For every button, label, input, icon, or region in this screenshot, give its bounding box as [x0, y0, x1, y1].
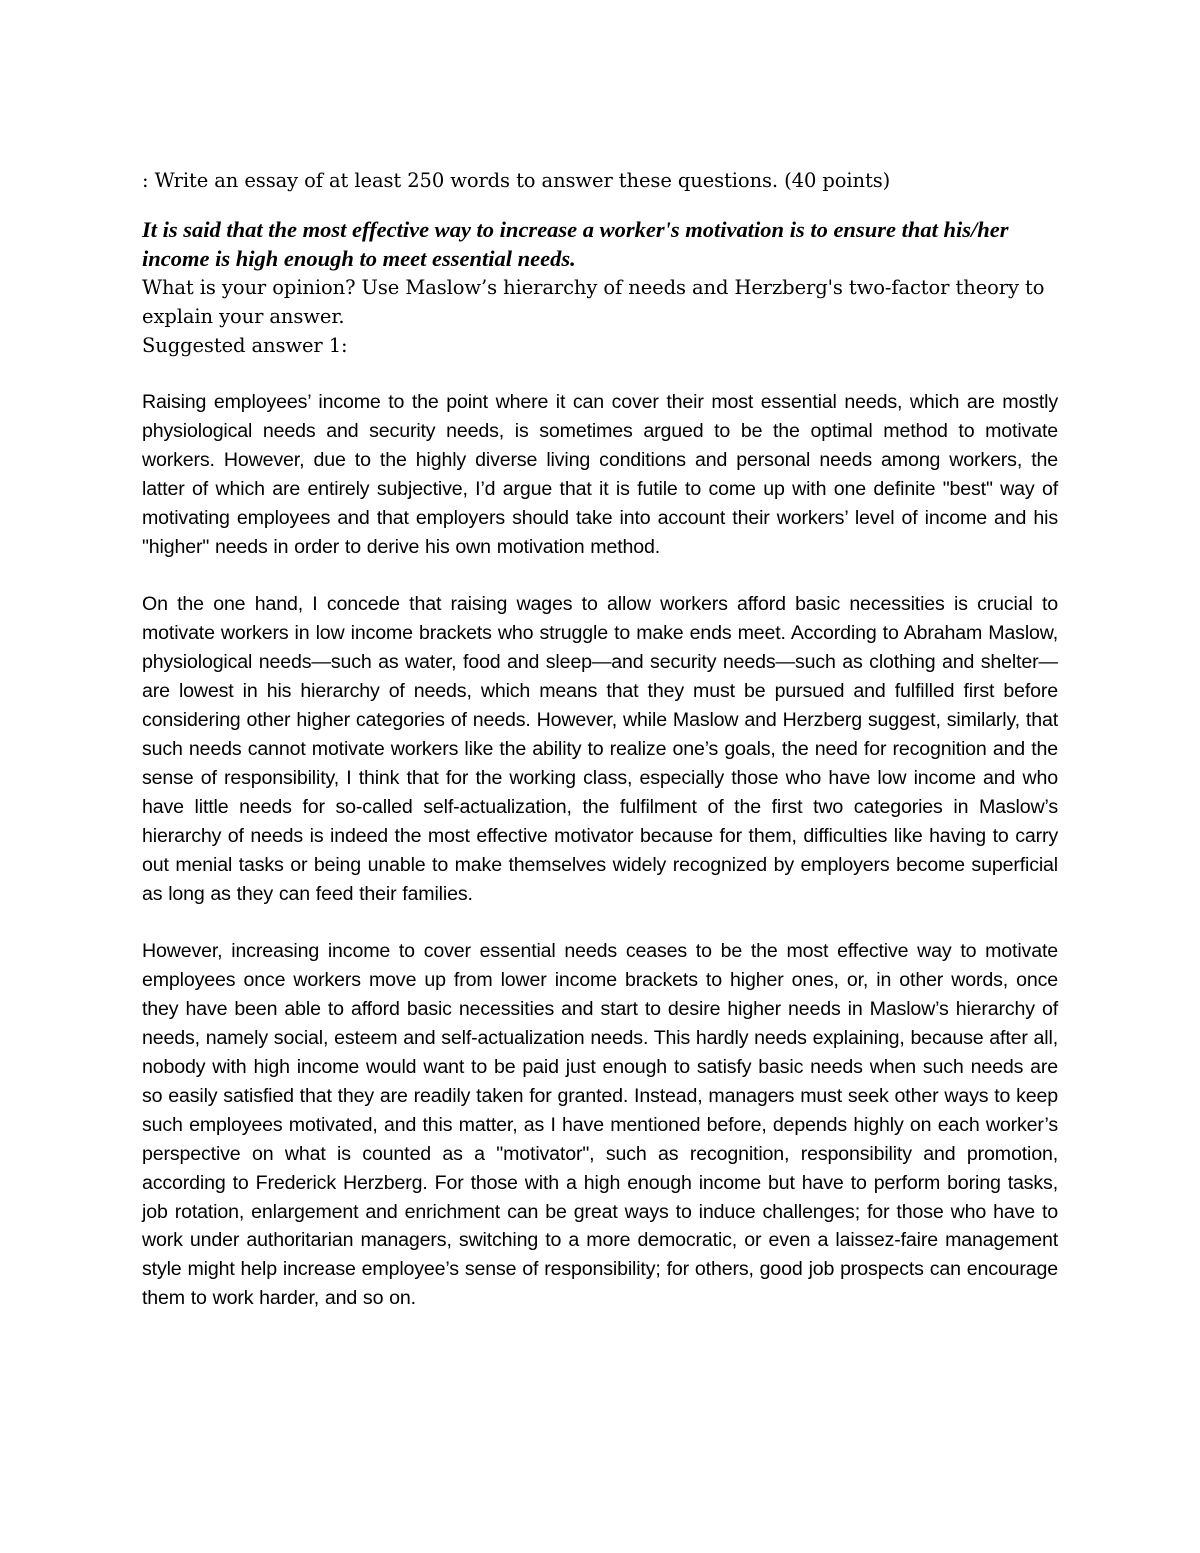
essay-paragraph-3: However, increasing income to cover essential needs ceases to be the most effective way to motivate employees once workers move up from lower income brackets to higher ones, or, in other words, once they have been able to afford basic necessities and start to desire higher needs in Maslow’s hierarchy of needs, namely social, esteem and self-actualization needs. This hardly needs explaining, because after all, nobody with high income would want to be paid just enough to satisfy basic needs when such needs are so easily satisfied that they are readily taken for granted. Instead, managers must seek other ways to keep such employees motivated, and this matter, as I have mentioned before, depends highly on each worker’s perspective on what is counted as a "motivator", such as recognition, responsibility and promotion, according to Frederick Herzberg. For those with a high enough income but have to perform boring tasks, job rotation, enlargement and enrichment can be great ways to induce challenges; for those who have to work under authoritarian managers, switching to a more democratic, or even a laissez-faire management style might help increase employee’s sense of responsibility; for others, good job prospects can encourage them to work harder, and so on. — [142, 940, 1058, 1310]
essay-paragraph-2: On the one hand, I concede that raising wages to allow workers afford basic necessities is crucial to motivate workers in low income brackets who struggle to make ends meet. According to Abraham Maslow, physiological needs—such as water, food and sleep—and security needs—such as clothing and shelter—are lowest in his hierarchy of needs, which means that they must be pursued and fulfilled first before considering other higher categories of needs. However, while Maslow and Herzberg suggest, similarly, that such needs cannot motivate workers like the ability to realize one’s goals, the need for recognition and the sense of responsibility, I think that for the working class, especially those who have low income and who have little needs for so-called self-actualization, the fulfilment of the first two categories in Maslow’s hierarchy of needs is indeed the most effective motivator because for them, difficulties like having to carry out menial tasks or being unable to make themselves widely recognized by employers become superficial as long as they can feed their families. — [142, 593, 1058, 905]
answer-label: Suggested answer 1: — [142, 334, 348, 357]
essay-instruction: : Write an essay of at least 250 words to answer these questions. (40 points) — [142, 169, 891, 192]
document-content — [142, 166, 1058, 1342]
prompt-statement: It is said that the most effective way to increase a worker's motivation is to ensure that his/her income is high enough to meet essential needs. — [142, 217, 1009, 271]
essay-question: What is your opinion? Use Maslow’s hierarchy of needs and Herzberg's two-factor theory to explain your answer. — [142, 276, 1045, 328]
essay-paragraph-1: Raising employees’ income to the point where it can cover their most essential needs, which are mostly physiological needs and security needs, is sometimes argued to be the optimal method to motivate workers. However, due to the highly diverse living conditions and personal needs among workers, the latter of which are entirely subjective, I’d argue that it is futile to come up with one definite "best" way of motivating employees and that employers should take into account their workers’ level of income and his "higher" needs in order to derive his own motivation method. — [142, 391, 1058, 558]
